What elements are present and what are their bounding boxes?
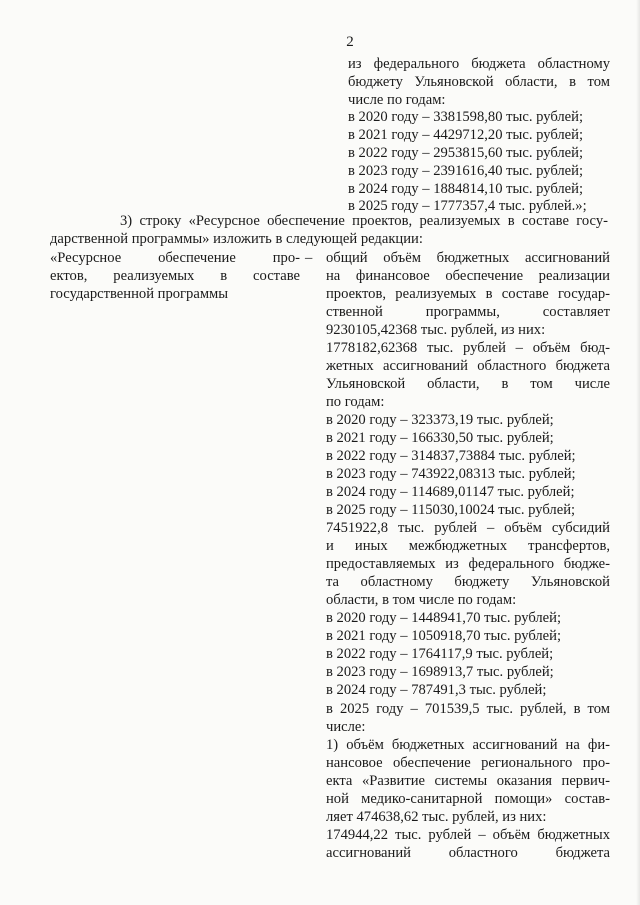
right-col-line: екта «Развитие системы оказания первич- <box>326 772 610 789</box>
top-block-line: в 2020 году – 3381598,80 тыс. рублей; <box>348 109 584 126</box>
right-col-line: в 2021 году – 166330,50 тыс. рублей; <box>326 430 554 447</box>
right-col-line: на финансовое обеспечение реализации <box>326 268 610 285</box>
right-col-line: ной медико-санитарной помощи» состав- <box>326 790 610 807</box>
paragraph-line: 3) строку «Ресурсное обеспечение проектов, реализуемых в составе госу- <box>120 213 608 229</box>
left-col-line: ектов, реализуемых в составе <box>50 268 300 284</box>
right-col-line: проектов, реализуемых в составе государ- <box>326 286 610 303</box>
top-block-line: в 2021 году – 4429712,20 тыс. рублей; <box>348 127 584 144</box>
left-col-line: «Ресурсное обеспечение про- <box>50 250 300 266</box>
right-col-line: в 2021 году – 1050918,70 тыс. рублей; <box>326 628 562 645</box>
right-col-line: предоставляемых из федерального бюдже- <box>326 556 610 573</box>
right-col-line: 1) объём бюджетных ассигнований на фи- <box>326 736 610 753</box>
right-col-line: в 2022 году – 1764117,9 тыс. рублей; <box>326 646 554 663</box>
right-col-line: ляет 474638,62 тыс. рублей, из них: <box>326 808 547 825</box>
top-block-line: в 2024 году – 1884814,10 тыс. рублей; <box>348 180 584 197</box>
right-col-line: ассигнований областного бюджета <box>326 844 610 861</box>
column-dash: – <box>305 250 313 266</box>
right-col-line: по годам: <box>326 394 385 411</box>
right-col-line: 1778182,62368 тыс. рублей – объём бюд- <box>326 340 610 357</box>
right-col-line: 7451922,8 тыс. рублей – объём субсидий <box>326 520 610 537</box>
right-col-line: в 2023 году – 743922,08313 тыс. рублей; <box>326 466 576 483</box>
top-block-line: бюджету Ульяновской области, в том <box>348 73 610 90</box>
right-col-line: в 2024 году – 787491,3 тыс. рублей; <box>326 682 547 699</box>
right-col-line: в 2025 году – 115030,10024 тыс. рублей; <box>326 502 576 519</box>
right-col-line: в 2025 году – 701539,5 тыс. рублей, в том <box>326 700 610 717</box>
paragraph-line: дарственной программы» изложить в следующей редакции: <box>50 231 423 247</box>
right-col-line: та областному бюджету Ульяновской <box>326 574 610 591</box>
right-col-line: 174944,22 тыс. рублей – объём бюджетных <box>326 826 610 843</box>
right-col-line: в 2020 году – 323373,19 тыс. рублей; <box>326 412 554 429</box>
top-block-line: в 2022 году – 2953815,60 тыс. рублей; <box>348 145 584 161</box>
left-col-line: государственной программы <box>50 286 229 302</box>
right-col-line: и иных межбюджетных трансфертов, <box>326 538 610 555</box>
right-col-line: области, в том числе по годам: <box>326 592 517 609</box>
top-block-line: в 2023 году – 2391616,40 тыс. рублей; <box>348 162 584 179</box>
right-col-line: ственной программы, составляет <box>326 304 610 321</box>
top-block-line: числе по годам: <box>348 91 446 108</box>
right-col-line: в 2023 году – 1698913,7 тыс. рублей; <box>326 664 554 681</box>
right-col-line: Ульяновской области, в том числе <box>326 376 610 393</box>
scan-edge <box>636 0 640 905</box>
right-col-line: в 2022 году – 314837,73884 тыс. рублей; <box>326 448 576 465</box>
right-col-line: нансовое обеспечение регионального про- <box>326 754 610 771</box>
right-col-line: жетных ассигнований областного бюджета <box>326 358 610 375</box>
right-col-line: в 2020 году – 1448941,70 тыс. рублей; <box>326 610 562 627</box>
right-col-line: общий объём бюджетных ассигнований <box>326 250 610 266</box>
top-block-line: в 2025 году – 1777357,4 тыс. рублей.»; <box>348 198 587 215</box>
page-number: 2 <box>346 34 354 50</box>
right-col-line: числе: <box>326 718 366 735</box>
right-col-line: в 2024 году – 114689,01147 тыс. рублей; <box>326 484 575 501</box>
top-block-line: из федерального бюджета областному <box>348 56 610 72</box>
right-col-line: 9230105,42368 тыс. рублей, из них: <box>326 322 546 339</box>
